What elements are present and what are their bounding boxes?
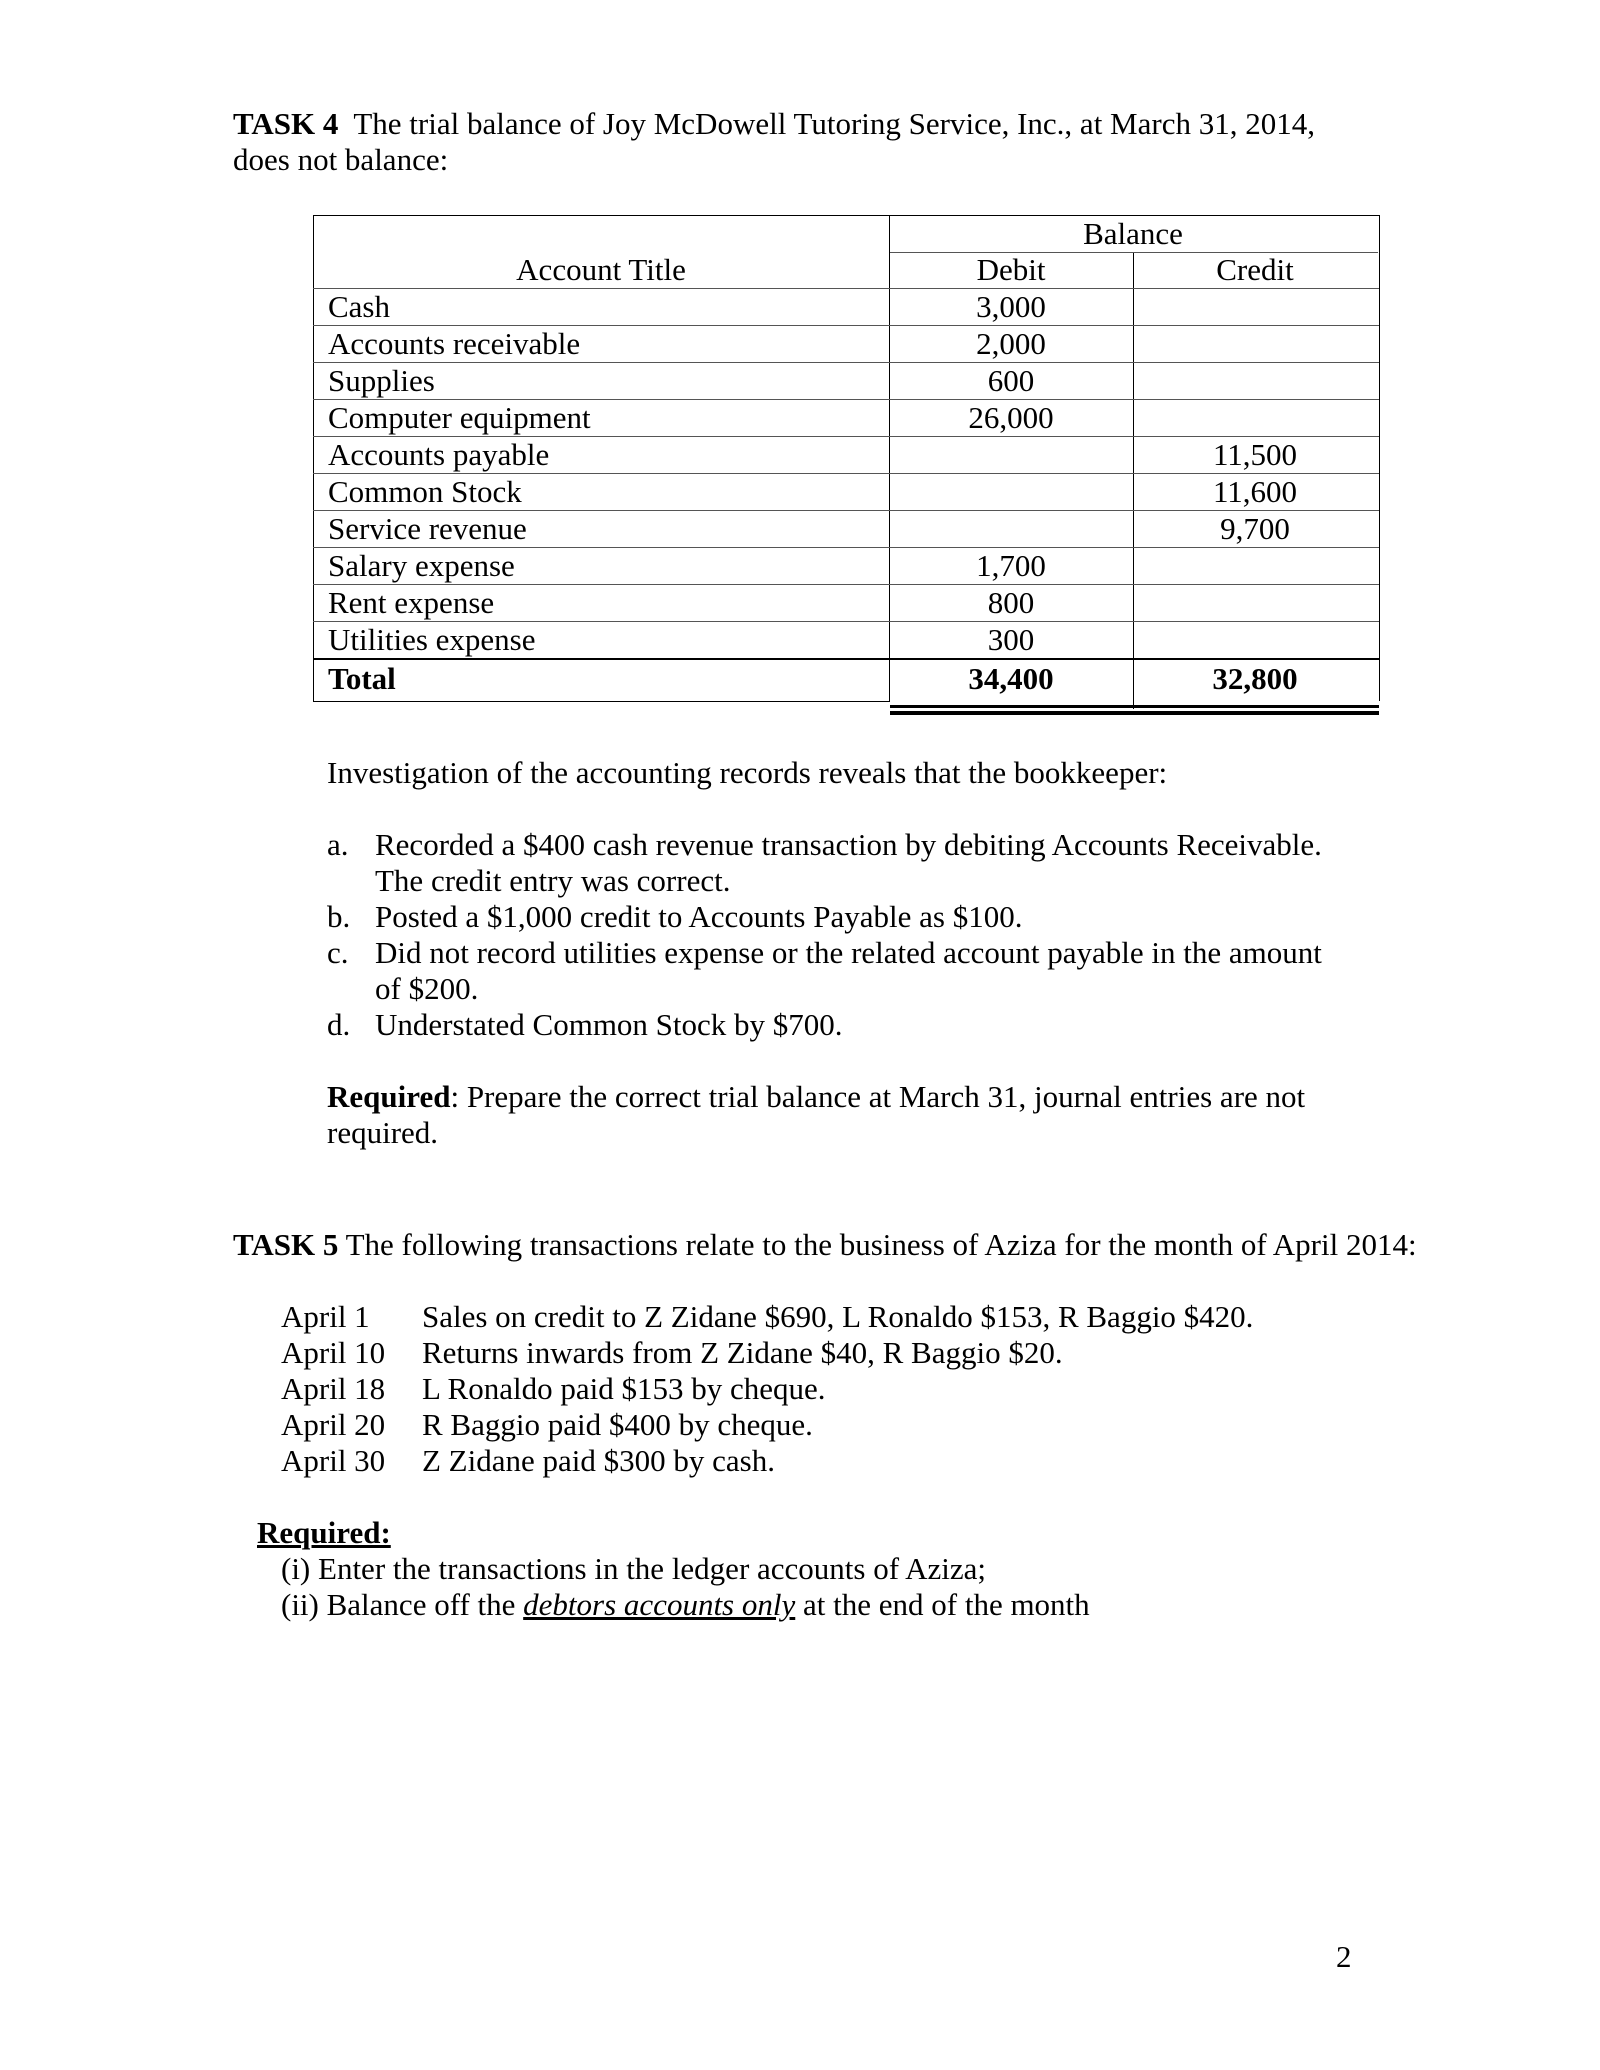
req-ii-suffix: at the end of the month	[795, 1587, 1090, 1622]
credit-value: 11,600	[1212, 474, 1298, 509]
list-item-marker: d.	[327, 1007, 351, 1042]
account-name: Common Stock	[328, 474, 522, 509]
task5-required-label: Required:	[257, 1515, 391, 1550]
account-name: Service revenue	[328, 511, 527, 546]
list-item-text: Did not record utilities expense or the related account payable in the amount	[375, 935, 1322, 970]
list-item-text: of $200.	[375, 971, 479, 1006]
list-item-marker: c.	[327, 935, 349, 970]
credit-header: Credit	[1216, 252, 1294, 287]
task5-heading: TASK 5	[233, 1227, 339, 1262]
account-name: Utilities expense	[328, 622, 536, 657]
debit-value: 800	[987, 585, 1035, 620]
debit-value: 26,000	[968, 400, 1054, 435]
list-item-text: Posted a $1,000 credit to Accounts Payable as $100.	[375, 899, 1023, 934]
transaction-text: Sales on credit to Z Zidane $690, L Ronaldo $153, R Baggio $420.	[422, 1299, 1254, 1334]
list-item-text: Understated Common Stock by $700.	[375, 1007, 843, 1042]
task4-required	[327, 1079, 1305, 1115]
investigation-text: Investigation of the accounting records reveals that the bookkeeper:	[327, 755, 1168, 790]
transaction-date: April 1	[281, 1299, 370, 1334]
transaction-date: April 10	[281, 1335, 386, 1370]
account-name: Rent expense	[328, 585, 495, 620]
task5-required-ii	[281, 1587, 1090, 1623]
req-ii-emphasis: debtors accounts only	[523, 1587, 796, 1622]
task4-required-text: : Prepare the correct trial balance at March 31, journal entries are not	[450, 1079, 1306, 1114]
balance-header: Balance	[1083, 216, 1183, 251]
task5-intro-text: The following transactions relate to the business of Aziza for the month of April 2014:	[345, 1227, 1417, 1262]
list-item-marker: b.	[327, 899, 351, 934]
task4-intro-line1: The trial balance of Joy McDowell Tutoring Service, Inc., at March 31, 2014,	[353, 106, 1315, 141]
transaction-text: R Baggio paid $400 by cheque.	[422, 1407, 813, 1442]
page-number: 2	[1336, 1939, 1352, 1974]
list-item-text: The credit entry was correct.	[375, 863, 731, 898]
trial-balance-table	[313, 215, 1380, 717]
transaction-text: Z Zidane paid $300 by cash.	[422, 1443, 775, 1478]
debit-value: 600	[987, 363, 1035, 398]
account-name: Accounts receivable	[328, 326, 581, 361]
account-name: Supplies	[328, 363, 435, 398]
account-name: Salary expense	[328, 548, 515, 583]
task5-intro	[233, 1227, 1417, 1263]
credit-value: 9,700	[1220, 511, 1290, 546]
task4-intro-line2: does not balance:	[233, 142, 449, 177]
task5-required-i: (i) Enter the transactions in the ledger accounts of Aziza;	[281, 1551, 986, 1586]
debit-value: 3,000	[976, 289, 1046, 324]
task4-required-label: Required	[327, 1079, 451, 1114]
transaction-text: Returns inwards from Z Zidane $40, R Baggio $20.	[422, 1335, 1063, 1370]
task4-intro	[233, 106, 1315, 142]
list-item-text: Recorded a $400 cash revenue transaction by debiting Accounts Receivable.	[375, 827, 1322, 862]
transaction-date: April 20	[281, 1407, 386, 1442]
req-ii-prefix: (ii) Balance off the	[281, 1587, 524, 1622]
debit-value: 1,700	[976, 548, 1046, 583]
credit-value: 11,500	[1212, 437, 1298, 472]
list-item-marker: a.	[327, 827, 349, 862]
account-title-header: Account Title	[516, 252, 686, 287]
debit-header: Debit	[976, 252, 1046, 287]
account-name: Computer equipment	[328, 400, 591, 435]
transaction-date: April 18	[281, 1371, 386, 1406]
debit-value: 2,000	[976, 326, 1046, 361]
account-name: Cash	[328, 289, 390, 324]
total-credit: 32,800	[1212, 661, 1298, 696]
total-label: Total	[328, 661, 396, 696]
transaction-text: L Ronaldo paid $153 by cheque.	[422, 1371, 826, 1406]
account-name: Accounts payable	[328, 437, 550, 472]
task4-required-line2: required.	[327, 1115, 439, 1150]
transaction-date: April 30	[281, 1443, 386, 1478]
total-debit: 34,400	[968, 661, 1054, 696]
task4-heading: TASK 4	[233, 106, 339, 141]
debit-value: 300	[987, 622, 1035, 657]
